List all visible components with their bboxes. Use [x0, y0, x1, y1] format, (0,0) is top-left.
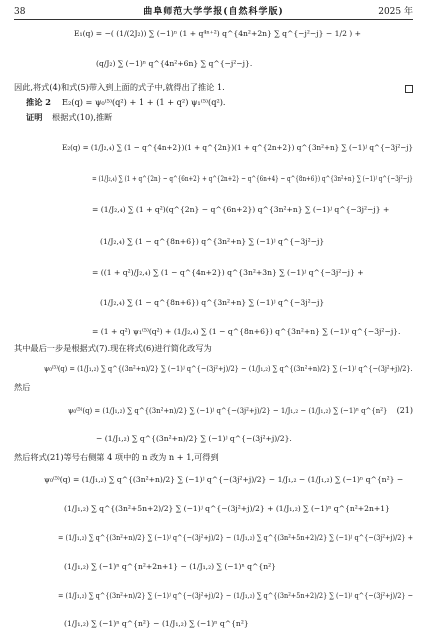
paragraph-then: 然后 [14, 382, 31, 392]
paragraph-rewrite: 其中最后一步是根据式(7).现在将式(6)进行简化改写为 [14, 343, 212, 353]
running-header [14, 5, 413, 20]
equation-e2-line-3: = (1/J₂,₄) ∑ (1 + q²)(q^{2n} − q^{6n+2}) q^{3n²+n} ∑ (−1)ʲ q^{−3j²−j} + [92, 205, 390, 214]
corollary-2-label: 推论 2 [26, 97, 51, 107]
equation-e2-line-7: = (1 + q²) ψ₁⁽⁵⁾(q²) + (1/J₂,₄) ∑ (1 − q^{8n+6}) q^{3n²+n} ∑ (−1)ʲ q^{−3j²−j}. [92, 327, 401, 336]
equation-number-21: (21) [396, 406, 413, 415]
equation-e2-line-2: = (1/J₂,₄) ∑ (1 + q^{2n} − q^{6n+2} + q^{2n+2} − q^{6n+4} − q^{8n+6}) q^{3n²+n} ∑ (−1)ʲ q^{−3j²−j} [92, 174, 413, 183]
journal-title: 曲阜师范大学学报(自然科学版) [143, 7, 284, 17]
equation-e1-line-1: E₁(q) = −( (1/(2J₂)) ∑ (−1)ⁿ (1 + q⁴ⁿ⁺²) q^{4n²+2n} ∑ q^{−j²−j} − 1/2 ) + [74, 29, 362, 38]
equation-21-line-1: ψ₀⁽⁵⁾(q) = (1/J₁,₂) ∑ q^{(3n²+n)/2} ∑ (−1)ʲ q^{−(3j²+j)/2} − 1/J₁,₂ − (1/J₁,₂) ∑ (−1)ⁿ q^{n²} [68, 406, 388, 415]
paragraph-substitution: 然后将式(21)等号右侧第 4 项中的 n 改为 n + 1,可得到 [14, 452, 219, 462]
equation-psi-line-3: = (1/J₁,₂) ∑ q^{(3n²+n)/2} ∑ (−1)ʲ q^{−(3j²+j)/2} − (1/J₁,₂) ∑ q^{(3n²+5n+2)/2} ∑ (−1)ʲ q^{−(3j²+j)/2} + [58, 533, 414, 542]
proof-label: 证明 [26, 112, 43, 122]
equation-psi-line-2: (1/J₁,₂) ∑ q^{(3n²+5n+2)/2} ∑ (−1)ʲ q^{−(3j²+j)/2} + (1/J₁,₂) ∑ (−1)ⁿ q^{n²+2n+1} [64, 504, 390, 513]
equation-e2-line-5: = ((1 + q²)/J₂,₄) ∑ (1 − q^{4n+2}) q^{3n²+3n} ∑ (−1)ʲ q^{−3j²−j} + [92, 268, 364, 277]
equation-e1-line-2: (q/J₂) ∑ (−1)ⁿ q^{4n²+6n} ∑ q^{−j²−j}. [96, 59, 253, 68]
equation-psi-line-1: ψ₀⁽⁵⁾(q) = (1/J₁,₂) ∑ q^{(3n²+n)/2} ∑ (−1)ʲ q^{−(3j²+j)/2} − 1/J₁,₂ − (1/J₁,₂) ∑ (−1)ⁿ q^{n²} − [44, 475, 404, 484]
page-number: 38 [14, 7, 26, 17]
corollary-2-statement: E₂(q) = ψ₀⁽⁵⁾(q²) + 1 + (1 + q²) ψ₁⁽⁵⁾(q²). [62, 97, 226, 107]
proof-intro: 根据式(10),推断 [52, 112, 113, 122]
paragraph-corollary-1-conclusion: 因此,将式(4)和式(5)带入到上面的式子中,就得出了推论 1. [14, 82, 225, 92]
equation-e2-line-1: E₂(q) = (1/J₂,₄) ∑ (1 − q^{4n+2})(1 + q^{2n})(1 + q^{2n+2}) q^{3n²+n} ∑ (−1)ʲ q^{−3j²−j} [62, 143, 414, 152]
equation-psi-line-5: = (1/J₁,₂) ∑ q^{(3n²+n)/2} ∑ (−1)ʲ q^{−(3j²+j)/2} − (1/J₁,₂) ∑ q^{(3n²+5n+2)/2} ∑ (−1)ʲ q^{−(3j²+j)/2} − [58, 591, 414, 600]
equation-21-line-2: − (1/J₁,₂) ∑ q^{(3n²+n)/2} ∑ (−1)ʲ q^{−(3j²+j)/2}. [96, 434, 292, 443]
qed-box [405, 85, 413, 93]
equation-e2-line-6: (1/J₂,₄) ∑ (1 − q^{8n+6}) q^{3n²+n} ∑ (−1)ʲ q^{−3j²−j} [100, 298, 325, 307]
equation-psi-simplified: ψ₀⁽⁵⁾(q) = (1/J₁,₂) ∑ q^{(3n²+n)/2} ∑ (−1)ʲ q^{−(3j²+j)/2} − (1/J₁,₂) ∑ q^{(3n²+n)/2} ∑ (−1)ʲ q^{−(3j²+j)/2}. [44, 364, 413, 373]
publication-year: 2025 年 [378, 7, 413, 17]
equation-psi-line-6: (1/J₁,₂) ∑ (−1)ⁿ q^{n²} − (1/J₁,₂) ∑ (−1)ⁿ q^{n²} [64, 619, 249, 628]
equation-e2-line-4: (1/J₂,₄) ∑ (1 − q^{8n+6}) q^{3n²+n} ∑ (−1)ʲ q^{−3j²−j} [100, 237, 325, 246]
equation-psi-line-4: (1/J₁,₂) ∑ (−1)ⁿ q^{n²+2n+1} − (1/J₁,₂) ∑ (−1)ⁿ q^{n²} [64, 562, 276, 571]
